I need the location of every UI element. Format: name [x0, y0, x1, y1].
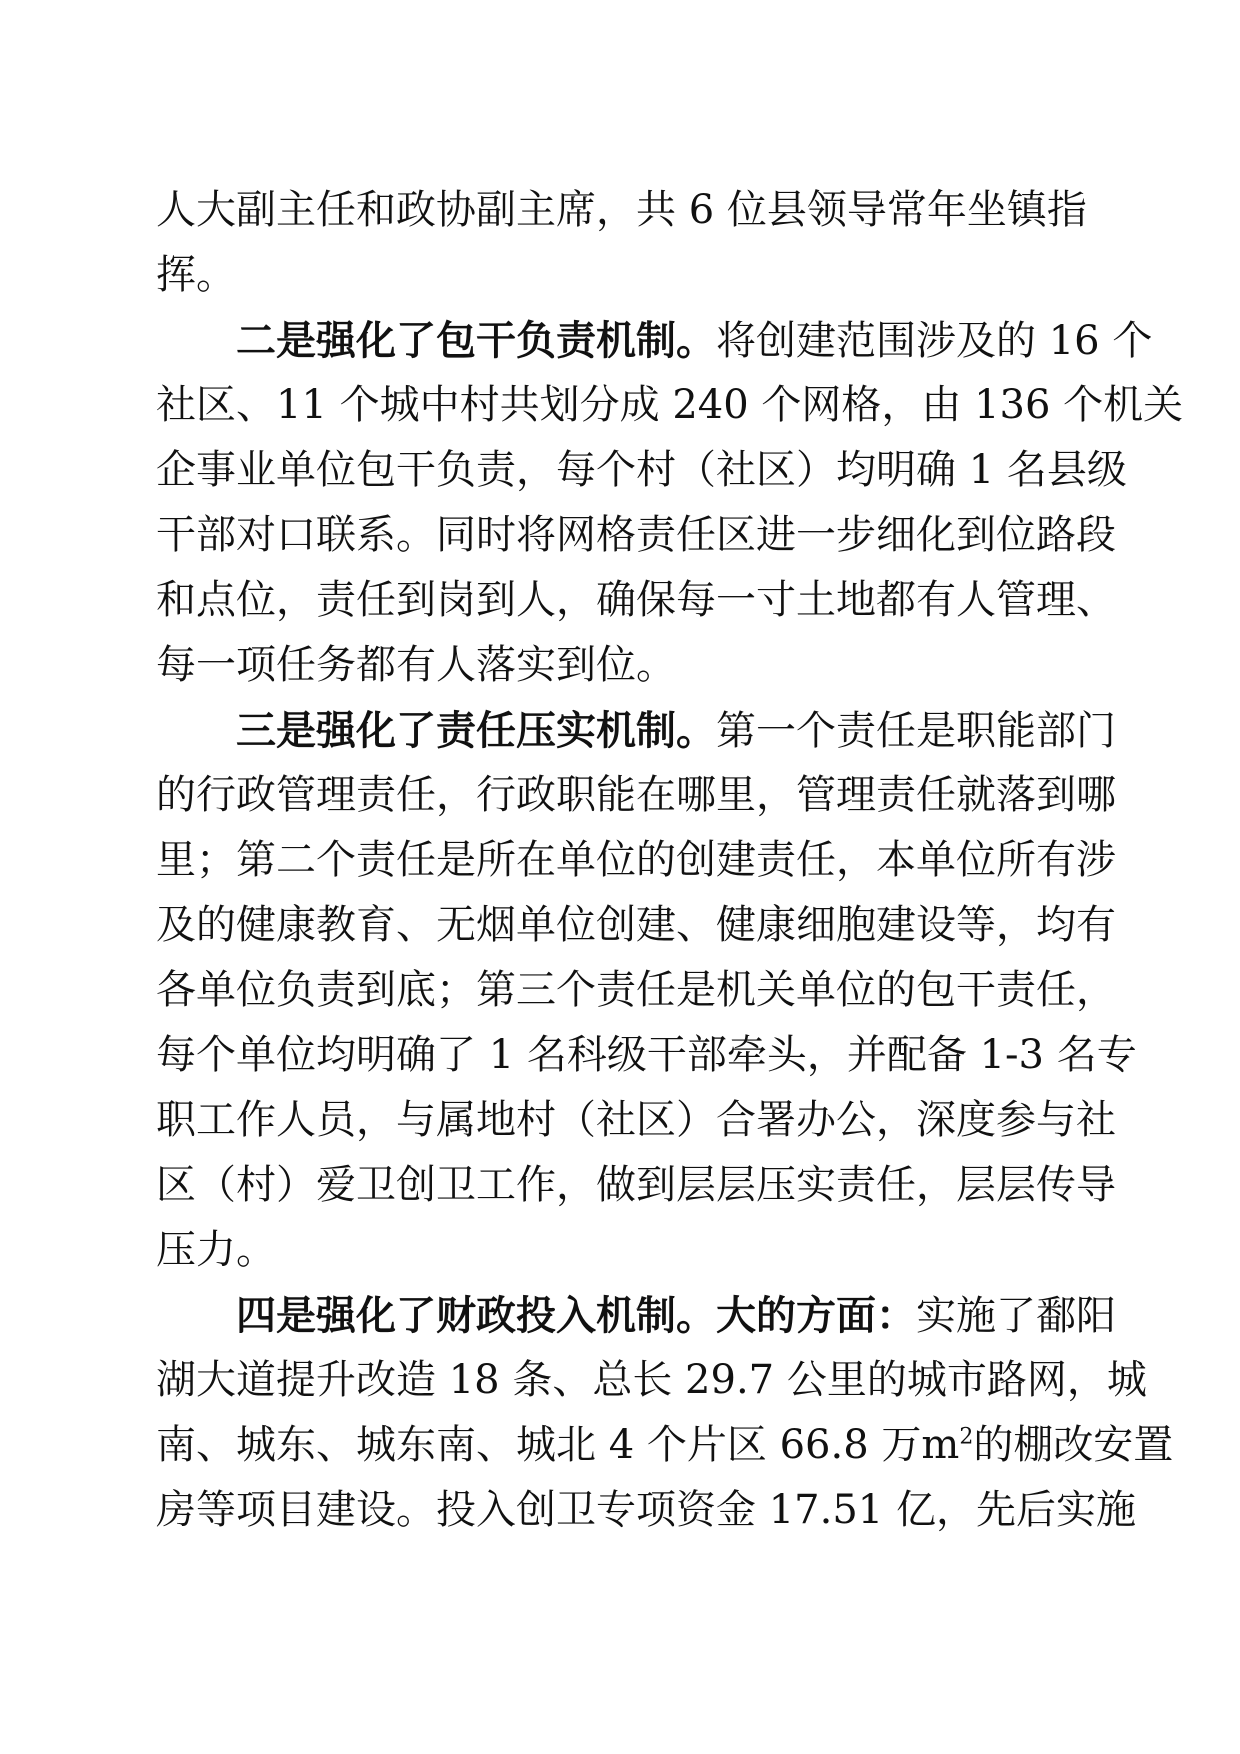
paragraph-heading: 三是强化了责任压实机制。 [236, 707, 716, 754]
text-segment: 的棚改安置 [973, 1422, 1174, 1468]
paragraph-start [156, 1283, 1116, 1348]
text-line: 各单位负责到底；第三个责任是机关单位的包干责任， [156, 967, 1116, 1013]
text-line: 和点位，责任到岗到人，确保每一寸土地都有人管理、 [156, 577, 1116, 623]
text-line: 房等项目建设。投入创卫专项资金 17.51 亿，先后实施 [156, 1487, 1136, 1533]
text-line: 里；第二个责任是所在单位的创建责任，本单位所有涉 [156, 837, 1116, 883]
text-line: 区（村）爱卫创卫工作，做到层层压实责任，层层传导 [156, 1162, 1116, 1208]
document-page [156, 178, 1184, 1543]
text-segment: 南、城东、城东南、城北 4 个片区 66.8 万 [156, 1422, 922, 1468]
text-line [156, 1413, 1174, 1478]
unit-symbol: $m^2$ [921, 1422, 974, 1468]
text-line: 企事业单位包干负责，每个村（社区）均明确 1 名县级 [156, 447, 1127, 493]
paragraph-text: 第一个责任是职能部门 [716, 708, 1116, 754]
paragraph-heading: 二是强化了包干负责机制。 [236, 317, 716, 364]
paragraph-heading: 四是强化了财政投入机制。 [236, 1292, 716, 1339]
paragraph-start [156, 698, 1116, 763]
text-line: 社区、11 个城中村共划分成 240 个网格，由 136 个机关 [156, 382, 1184, 428]
paragraph-start [156, 308, 1153, 373]
text-line: 人大副主任和政协副主席，共 6 位县领导常年坐镇指 [156, 187, 1087, 233]
text-line: 挥。 [156, 252, 236, 298]
text-line: 的行政管理责任，行政职能在哪里，管理责任就落到哪 [156, 772, 1116, 818]
paragraph-subheading: 大的方面： [716, 1292, 916, 1339]
text-line: 及的健康教育、无烟单位创建、健康细胞建设等，均有 [156, 902, 1116, 948]
text-line: 每个单位均明确了 1 名科级干部牵头，并配备 1-3 名专 [156, 1032, 1137, 1078]
paragraph-text: 将创建范围涉及的 16 个 [716, 318, 1153, 364]
text-line: 职工作人员，与属地村（社区）合署办公，深度参与社 [156, 1097, 1116, 1143]
text-line: 压力。 [156, 1227, 276, 1273]
text-line: 干部对口联系。同时将网格责任区进一步细化到位路段 [156, 512, 1116, 558]
paragraph-text: 实施了鄱阳 [916, 1293, 1116, 1339]
text-line: 湖大道提升改造 18 条、总长 29.7 公里的城市路网，城 [156, 1357, 1147, 1403]
text-line: 每一项任务都有人落实到位。 [156, 642, 676, 688]
